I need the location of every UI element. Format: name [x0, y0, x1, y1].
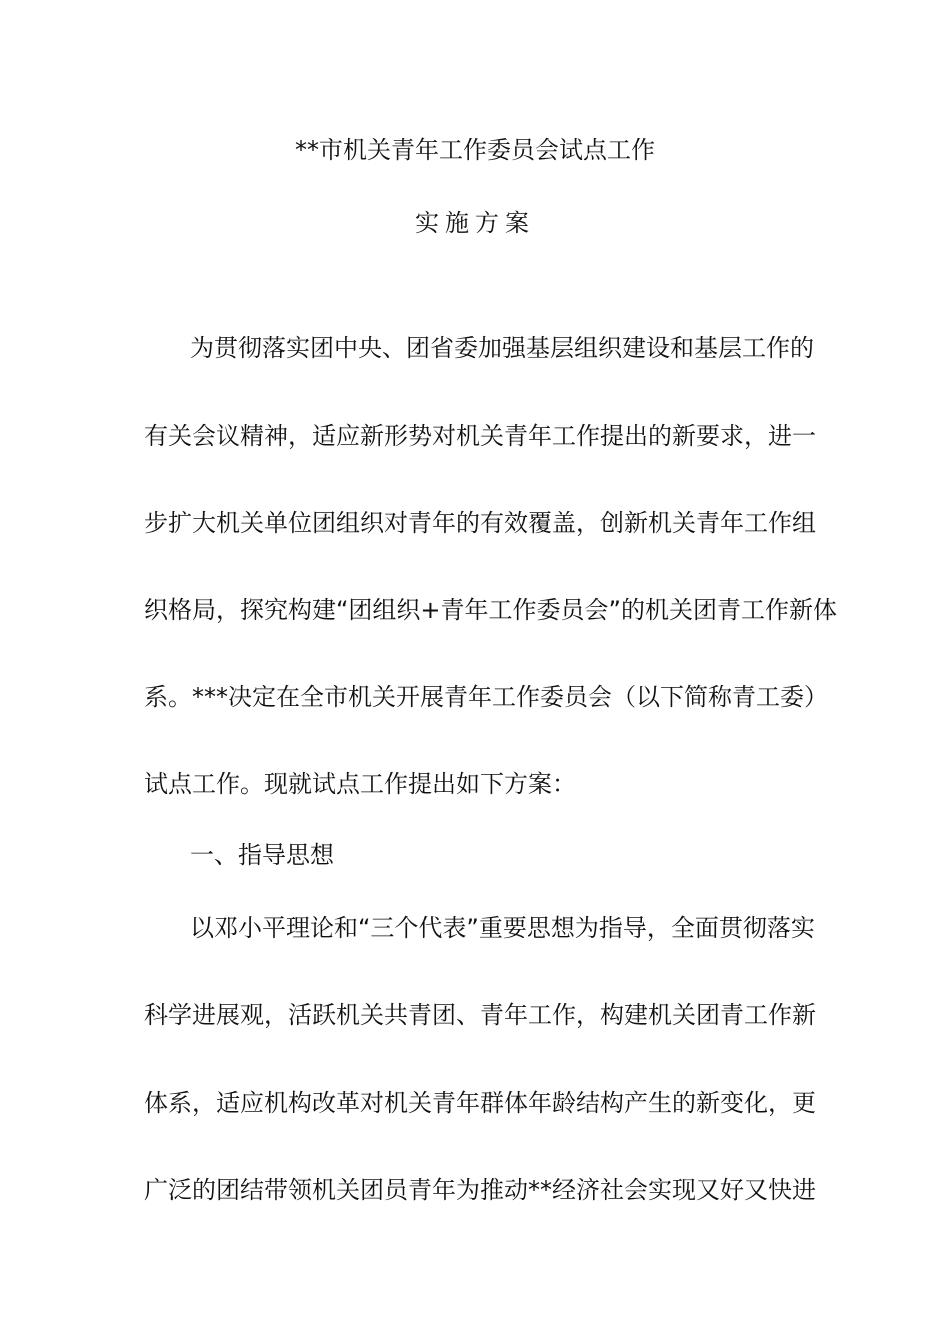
paragraph-line: 试点工作。现就试点工作提出如下方案：	[144, 770, 576, 798]
paragraph-line: 有关会议精神，适应新形势对机关青年工作提出的新要求，进一	[144, 422, 816, 450]
paragraph-line: 广泛的团结带领机关团员青年为推动**经济社会实现又好又快进	[144, 1176, 816, 1204]
paragraph-line: 以邓小平理论和“三个代表”重要思想为指导，全面贯彻落实	[190, 914, 815, 942]
paragraph-line: 体系，适应机构改革对机关青年群体年龄结构产生的新变化，更	[144, 1089, 816, 1117]
paragraph-line: 织格局，探究构建“团组织+青年工作委员会”的机关团青工作新体	[144, 596, 837, 624]
document-subtitle: 实施方案	[415, 209, 535, 237]
paragraph-line: 系。***决定在全市机关开展青年工作委员会（以下简称青工委）	[144, 683, 828, 711]
section-heading: 一、指导思想	[190, 841, 334, 869]
paragraph-line: 科学进展观，活跃机关共青团、青年工作，构建机关团青工作新	[144, 1001, 816, 1029]
paragraph-line: 步扩大机关单位团组织对青年的有效覆盖，创新机关青年工作组	[144, 509, 816, 537]
document-title: **市机关青年工作委员会试点工作	[295, 136, 655, 164]
paragraph-line: 为贯彻落实团中央、团省委加强基层组织建设和基层工作的	[190, 334, 814, 362]
